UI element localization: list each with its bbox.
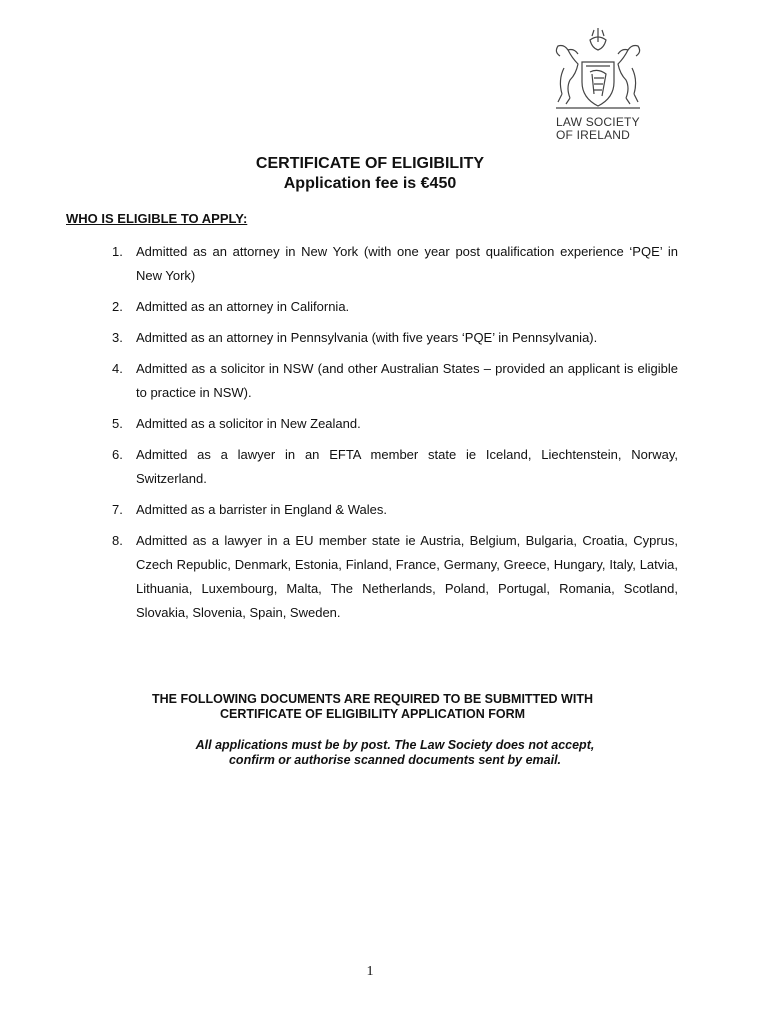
list-item: [112, 357, 678, 405]
list-item: [112, 443, 678, 491]
list-item-number: 6.: [112, 447, 123, 462]
list-item: [112, 326, 678, 350]
list-item: [112, 295, 678, 319]
logo-wordmark: [548, 116, 648, 142]
list-item-text: Admitted as a barrister in England & Wales.: [136, 502, 387, 517]
documents-heading: [100, 692, 645, 722]
list-item-number: 8.: [112, 533, 123, 548]
eligibility-list: [112, 240, 678, 632]
list-item-text: Admitted as an attorney in Pennsylvania (with five years ‘PQE’ in Pennsylvania).: [136, 330, 598, 345]
list-item-number: 4.: [112, 361, 123, 376]
postal-note: [130, 738, 660, 768]
page-number: 1: [366, 964, 374, 979]
list-item-text: Admitted as a lawyer in an EFTA member state ie Iceland, Liechtenstein, Norway, Switzerland.: [136, 447, 678, 486]
coat-of-arms-icon: [548, 28, 648, 114]
postal-note-line-2: confirm or authorise scanned documents sent by email.: [228, 753, 562, 767]
documents-heading-line-1: THE FOLLOWING DOCUMENTS ARE REQUIRED TO BE SUBMITTED WITH: [152, 692, 593, 706]
list-item-text: Admitted as an attorney in New York (with one year post qualification experience ‘PQE’ in New York): [136, 244, 678, 283]
list-item-text: Admitted as a solicitor in New Zealand.: [136, 416, 361, 431]
list-item-number: 7.: [112, 502, 123, 517]
logo-line-1: LAW SOCIETY: [556, 115, 640, 129]
list-item-number: 2.: [112, 299, 123, 314]
list-item-text: Admitted as a solicitor in NSW (and other Australian States – provided an applicant is eligible to practice in NSW).: [136, 361, 678, 400]
list-item: [112, 240, 678, 288]
postal-note-line-1: All applications must be by post. The Law Society does not accept,: [195, 738, 595, 752]
law-society-logo: [538, 28, 658, 146]
fee-subtitle: Application fee is €450: [283, 175, 457, 192]
eligibility-heading: WHO IS ELIGIBLE TO APPLY:: [66, 211, 248, 226]
list-item: [112, 498, 678, 522]
list-item-number: 1.: [112, 244, 123, 259]
list-item-text: Admitted as an attorney in California.: [136, 299, 350, 314]
list-item-text: Admitted as a lawyer in a EU member state ie Austria, Belgium, Bulgaria, Croatia, Cyprus, Czech Republic, Denmark, Estonia, Finland, France, Germany, Greece, Hungary, Italy, Latvia, Lithuania, Luxembourg, Malta, The Netherlands, Poland, Portugal, Romania, Scotland, Slovakia, Slovenia, Spain, Sweden.: [136, 533, 678, 620]
page-title: CERTIFICATE OF ELIGIBILITY: [255, 155, 485, 172]
logo-line-2: OF IRELAND: [556, 128, 631, 142]
list-item-number: 3.: [112, 330, 123, 345]
list-item: [112, 529, 678, 625]
documents-heading-line-2: CERTIFICATE OF ELIGIBILITY APPLICATION FORM: [219, 707, 526, 721]
list-item: [112, 412, 678, 436]
list-item-number: 5.: [112, 416, 123, 431]
